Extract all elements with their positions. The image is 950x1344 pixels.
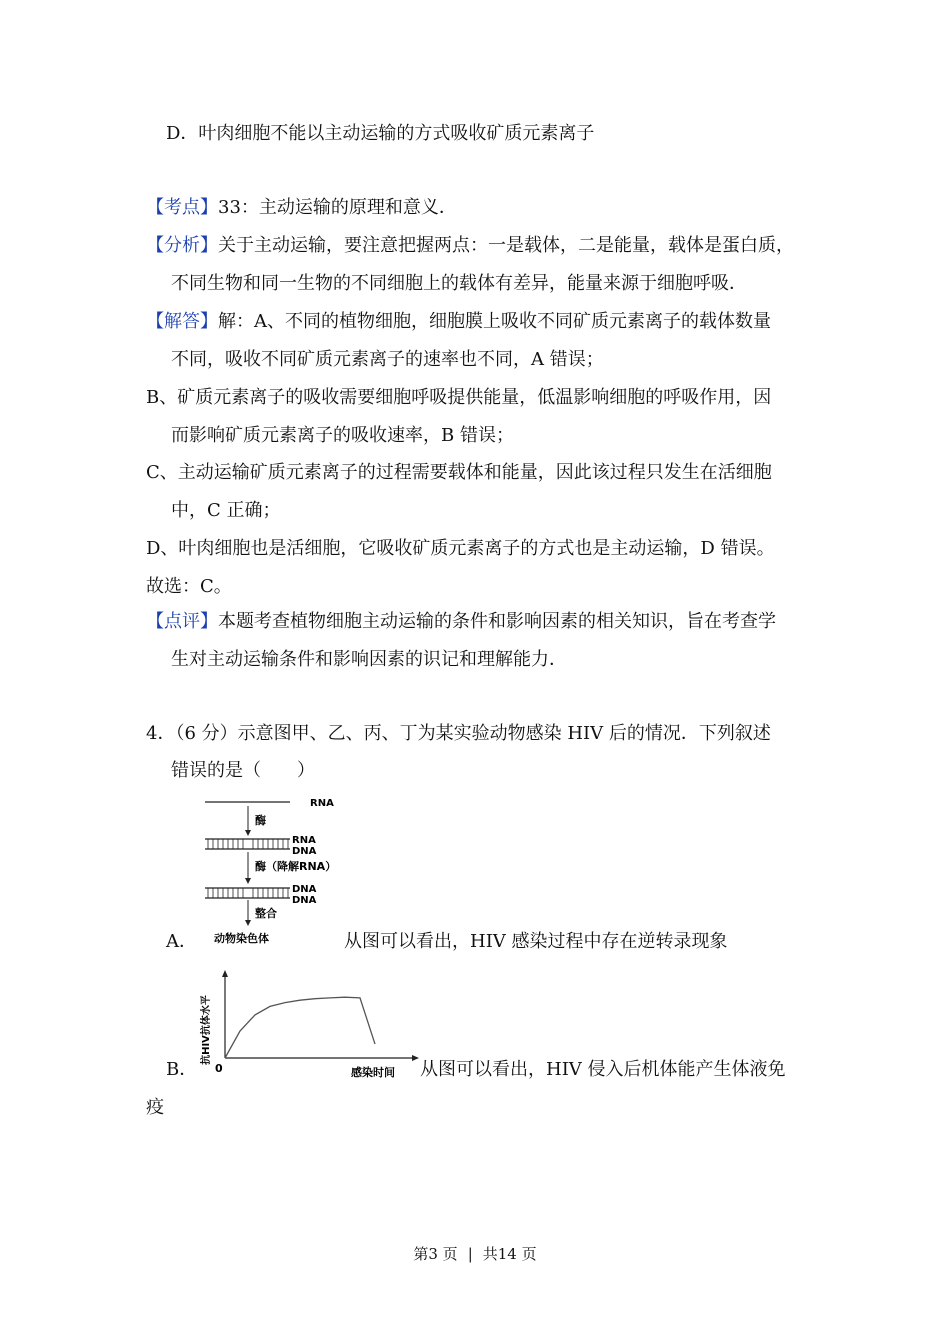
jieda-text-2: 不同，吸收不同矿质元素离子的速率也不同，A 错误； bbox=[171, 349, 604, 370]
antibody-level-chart bbox=[195, 968, 420, 1080]
fenxi-tag: 【分析】 bbox=[146, 235, 218, 256]
label-chromosome: 动物染色体 bbox=[214, 932, 269, 945]
label-rna: RNA bbox=[310, 798, 334, 809]
antibody-curve bbox=[225, 997, 375, 1058]
dianping-text-2: 生对主动运输条件和影响因素的识记和理解能力． bbox=[171, 649, 567, 670]
fenxi-text-1: 关于主动运输，要注意把握两点：一是载体，二是能量，载体是蛋白质， bbox=[218, 235, 794, 256]
option-d: D．叶肉细胞不能以主动运输的方式吸收矿质元素离子 bbox=[166, 123, 595, 144]
label-rna-2: RNA bbox=[292, 835, 316, 846]
rna-dna-hybrid bbox=[205, 839, 290, 849]
fenxi-text-2: 不同生物和同一生物的不同细胞上的载体有差异，能量来源于细胞呼吸． bbox=[171, 273, 747, 294]
arrow-head-1 bbox=[245, 830, 251, 836]
kaodian-line bbox=[146, 196, 457, 220]
explain-b-2: 而影响矿质元素离子的吸收速率，B 错误； bbox=[171, 425, 514, 446]
option-b-text-1: 从图可以看出，HIV 侵入后机体能产生体液免 bbox=[420, 1059, 786, 1080]
fenxi-line-1 bbox=[146, 234, 794, 258]
page-total: 共14 页 bbox=[482, 1245, 537, 1263]
chart-xlabel: 感染时间 bbox=[351, 1066, 395, 1079]
arrow-head-2 bbox=[245, 878, 251, 884]
jieda-tag: 【解答】 bbox=[146, 311, 218, 332]
label-enzyme: 酶 bbox=[255, 814, 266, 827]
dianping-text-1: 本题考查植物细胞主动运输的条件和影响因素的相关知识，旨在考查学 bbox=[218, 611, 776, 632]
label-dna-2: DNA bbox=[292, 884, 317, 895]
label-dna-3: DNA bbox=[292, 895, 317, 906]
dianping-line-1 bbox=[146, 610, 776, 634]
option-a-text: 从图可以看出，HIV 感染过程中存在逆转录现象 bbox=[344, 931, 728, 952]
chart-ylabel: 抗HIV抗体水平 bbox=[201, 995, 212, 1065]
label-dna-1: DNA bbox=[292, 846, 317, 857]
dna-double-strand bbox=[205, 888, 290, 898]
jieda-line-1 bbox=[146, 310, 771, 334]
label-integrate: 整合 bbox=[255, 907, 277, 920]
reverse-transcription-diagram bbox=[200, 792, 340, 952]
chart-origin: 0 bbox=[215, 1062, 223, 1075]
q4-stem-1: 4．（6 分）示意图甲、乙、丙、丁为某实验动物感染 HIV 后的情况．下列叙述 bbox=[146, 723, 771, 744]
explain-c-2: 中，C 正确； bbox=[171, 500, 281, 521]
option-b-text-2: 疫 bbox=[146, 1097, 164, 1118]
q4-stem-2: 错误的是（ ） bbox=[171, 760, 315, 781]
answer-line: 故选：C。 bbox=[146, 576, 232, 597]
label-enzyme-degrade: 酶（降解RNA） bbox=[255, 860, 337, 873]
footer-separator: | bbox=[467, 1245, 473, 1263]
explain-c-1: C、主动运输矿质元素离子的过程需要载体和能量，因此该过程只发生在活细胞 bbox=[146, 462, 772, 483]
page-number: 第3 页 bbox=[413, 1245, 458, 1263]
jieda-text-1: 解：A、不同的植物细胞，细胞膜上吸收不同矿质元素离子的载体数量 bbox=[218, 311, 771, 332]
arrow-head-3 bbox=[245, 920, 251, 926]
x-axis-arrow bbox=[412, 1055, 419, 1061]
kaodian-text: 33：主动运输的原理和意义． bbox=[218, 197, 457, 218]
option-b-label: B． bbox=[166, 1059, 198, 1080]
y-axis-arrow bbox=[222, 970, 228, 977]
explain-d-1: D、叶肉细胞也是活细胞，它吸收矿质元素离子的方式也是主动运输，D 错误。 bbox=[146, 538, 775, 559]
kaodian-tag: 【考点】 bbox=[146, 197, 218, 218]
option-a-label: A． bbox=[166, 931, 197, 952]
explain-b-1: B、矿质元素离子的吸收需要细胞呼吸提供能量，低温影响细胞的呼吸作用，因 bbox=[146, 387, 772, 408]
page-footer bbox=[0, 1243, 950, 1264]
dianping-tag: 【点评】 bbox=[146, 611, 218, 632]
